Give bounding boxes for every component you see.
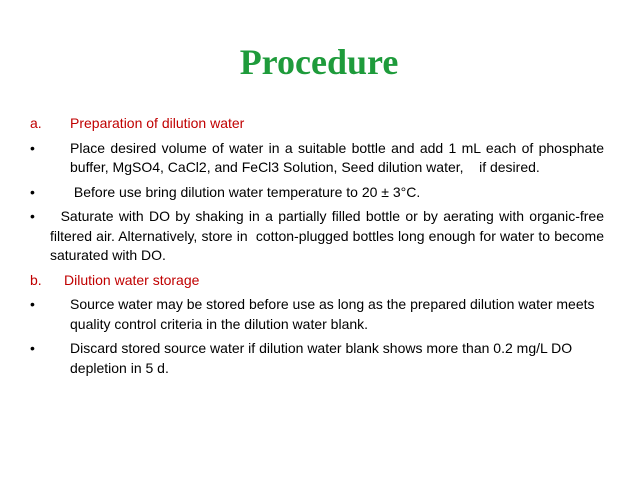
- bullet-text: Source water may be stored before use as long as the prepared dilution water meets quality control criteria in the dilution water blank.: [70, 296, 595, 332]
- bullet-icon: •: [30, 139, 35, 156]
- bullet-icon: •: [30, 208, 35, 224]
- bullet-icon: •: [30, 340, 35, 356]
- slide-title: Procedure: [239, 42, 399, 82]
- bullet-item: [30, 339, 604, 378]
- bullet-item: [30, 183, 604, 203]
- bullet-icon: •: [30, 183, 35, 200]
- section-b-marker: b.: [30, 271, 42, 288]
- bullet-text: Before use bring dilution water temperature to 20 ± 3°C.: [70, 183, 421, 200]
- section-a-heading: [30, 114, 604, 134]
- bullet-item: [30, 207, 608, 266]
- slide-content: [30, 114, 608, 383]
- section-a-title: Preparation of dilution water: [70, 115, 245, 131]
- bullet-item: [30, 295, 604, 334]
- bullet-item: [30, 139, 608, 178]
- section-b-title: Dilution water storage: [64, 271, 200, 288]
- bullet-text: Place desired volume of water in a suitable bottle and add 1 mL each of phosphate buffer, MgSO4, CaCl2, and FeCl3 Solution, Seed dilution water, if desired.: [70, 139, 608, 175]
- section-b-heading: [30, 271, 604, 291]
- bullet-text: Discard stored source water if dilution water blank shows more than 0.2 mg/L DO depletion in 5 d.: [70, 340, 573, 376]
- bullet-icon: •: [30, 296, 35, 312]
- section-a-marker: a.: [30, 115, 42, 131]
- bullet-text: Saturate with DO by shaking in a partially filled bottle or by aerating with organic-free filtered air. Alternatively, store in cotton-plugged bottles long enough for water to become saturated with DO.: [50, 208, 608, 263]
